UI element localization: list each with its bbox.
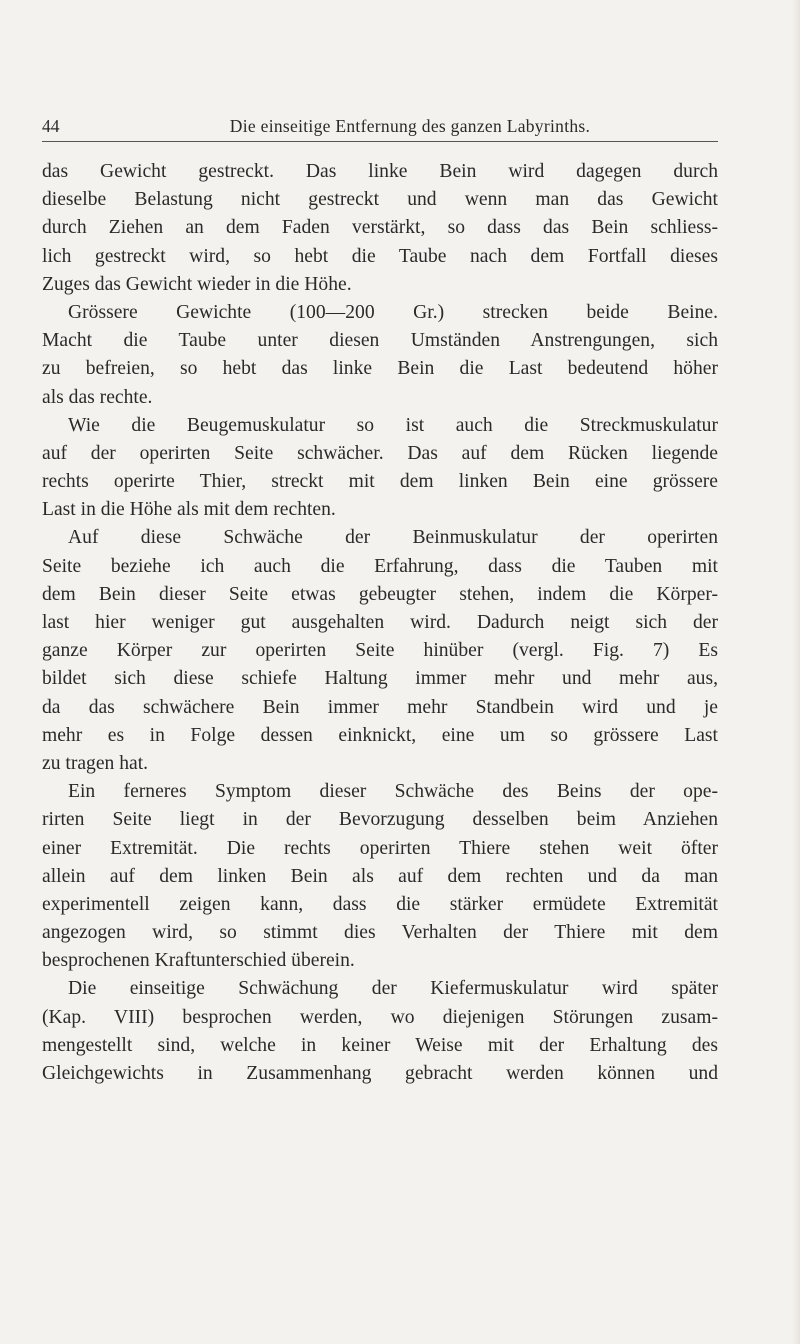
paragraph — [42, 524, 718, 778]
text-line: Auf diese Schwäche der Beinmuskulatur der operirten — [68, 527, 718, 549]
text-line: bildet sich diese schiefe Haltung immer mehr und mehr aus, — [42, 668, 718, 690]
header-rule — [42, 141, 718, 142]
text-line: zu befreien, so hebt das linke Bein die Last bedeutend höher — [42, 358, 718, 380]
text-line: Grössere Gewichte (100—200 Gr.) strecken beide Beine. — [68, 301, 718, 323]
text-line: Macht die Taube unter diesen Umständen Anstrengungen, sich — [42, 330, 718, 352]
text-line: dieselbe Belastung nicht gestreckt und wenn man das Gewicht — [42, 189, 718, 211]
text-line: das Gewicht gestreckt. Das linke Bein wird dagegen durch — [42, 161, 718, 182]
text-line: Last in die Höhe als mit dem rechten. — [42, 499, 336, 521]
text-line: Ein ferneres Symptom dieser Schwäche des Beins der ope- — [68, 781, 718, 803]
text-line: da das schwächere Bein immer mehr Standbein wird und je — [42, 696, 718, 718]
paragraph — [42, 299, 718, 412]
text-line: allein auf dem linken Bein als auf dem rechten und da man — [42, 865, 718, 887]
text-line: besprochenen Kraftunterschied überein. — [42, 950, 355, 972]
text-line: rechts operirte Thier, streckt mit dem linken Bein eine grössere — [42, 471, 718, 493]
page-body-text — [42, 158, 718, 1088]
text-line: dem Bein dieser Seite etwas gebeugter stehen, indem die Körper- — [42, 583, 718, 605]
text-line: einer Extremität. Die rechts operirten Thiere stehen weit öfter — [42, 837, 718, 859]
paragraph — [42, 975, 718, 1088]
text-line: zu tragen hat. — [42, 752, 149, 774]
text-line: auf der operirten Seite schwächer. Das auf dem Rücken liegende — [42, 442, 718, 464]
text-line: Wie die Beugemuskulatur so ist auch die Streckmuskulatur — [68, 414, 718, 436]
text-line: angezogen wird, so stimmt dies Verhalten der Thiere mit dem — [42, 922, 718, 944]
text-line: last hier weniger gut ausgehalten wird. Dadurch neigt sich der — [42, 612, 718, 633]
text-line: als das rechte. — [42, 386, 153, 408]
page-edge-shadow — [792, 0, 800, 1344]
page-number: 44 — [42, 116, 60, 136]
text-line: (Kap. VIII) besprochen werden, wo diejenigen Störungen zusam- — [42, 1006, 718, 1028]
running-head: Die einseitige Entfernung des ganzen Labyrinths. — [229, 116, 591, 136]
text-line: mehr es in Folge dessen einknickt, eine um so grössere Last — [42, 724, 718, 746]
text-line: durch Ziehen an dem Faden verstärkt, so dass das Bein schliess- — [42, 217, 718, 239]
text-line: experimentell zeigen kann, dass die stärker ermüdete Extremität — [42, 893, 718, 915]
text-line: Die einseitige Schwächung der Kiefermuskulatur wird später — [68, 978, 718, 1000]
paragraph — [42, 778, 718, 975]
text-line: lich gestreckt wird, so hebt die Taube nach dem Fortfall dieses — [42, 245, 718, 267]
page-header — [42, 116, 718, 140]
text-line: Zuges das Gewicht wieder in die Höhe. — [42, 273, 352, 295]
text-line: ganze Körper zur operirten Seite hinüber (vergl. Fig. 7) Es — [42, 640, 718, 662]
text-line: mengestellt sind, welche in keiner Weise mit der Erhaltung des — [42, 1034, 718, 1056]
paragraph — [42, 412, 718, 525]
text-line: Seite beziehe ich auch die Erfahrung, dass die Tauben mit — [42, 555, 718, 577]
text-line: rirten Seite liegt in der Bevorzugung desselben beim Anziehen — [42, 809, 718, 831]
paragraph — [42, 158, 718, 299]
text-line: Gleichgewichts in Zusammenhang gebracht werden können und — [42, 1063, 718, 1084]
